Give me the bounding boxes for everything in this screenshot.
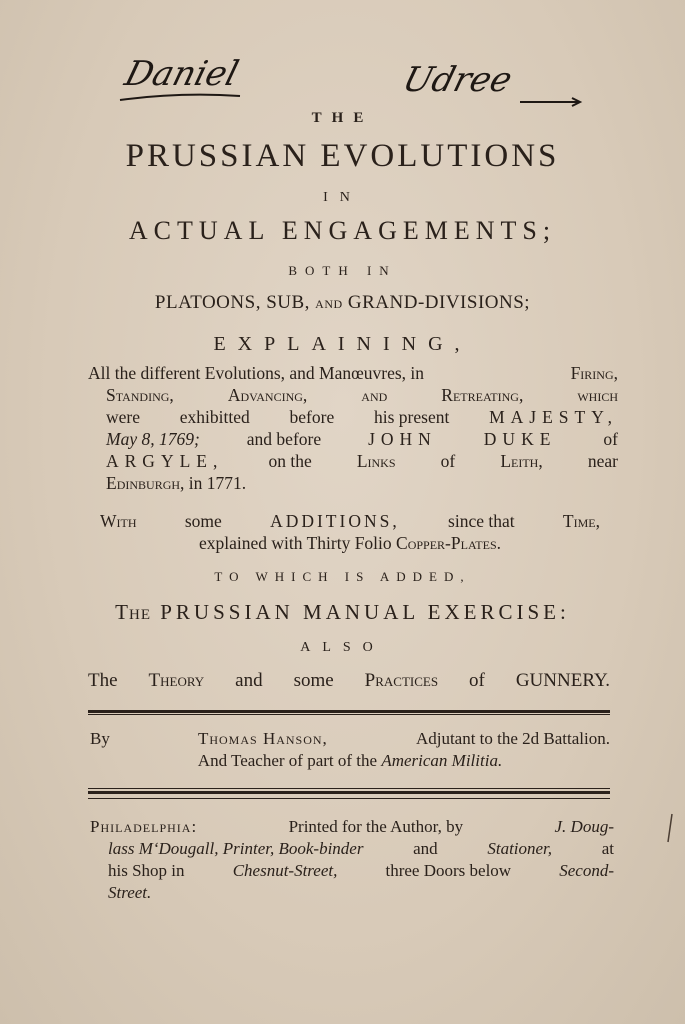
also: ALSO (300, 640, 385, 655)
rule-bottom-thin2 (88, 798, 610, 799)
text-span: ARGYLE, (106, 451, 224, 471)
platoons-text-b: GRAND-DIVISIONS; (347, 292, 531, 313)
text-span: Time, (562, 511, 600, 531)
description-line (88, 428, 618, 450)
title-the: THE (311, 110, 374, 126)
manual-exercise-line (0, 600, 685, 625)
additions-paragraph (100, 510, 600, 554)
author-line (90, 728, 610, 750)
author-block (90, 728, 610, 772)
text-span: Advancing, (227, 385, 308, 405)
description-line (88, 450, 618, 472)
text-span: of (469, 670, 485, 691)
text-span: and (413, 839, 438, 858)
signature-last-name: Udree (398, 60, 517, 100)
description-line (88, 406, 618, 428)
text-span: J. Doug- (554, 817, 614, 836)
description-line (88, 362, 618, 384)
text-span: Second- (559, 861, 614, 880)
text-span: Links (356, 451, 396, 471)
imprint-line (90, 860, 614, 882)
author-line (90, 750, 610, 772)
text-span: Philadelphia: (90, 817, 198, 836)
signature-first-name: Daniel (120, 54, 243, 94)
text-span: and before (246, 429, 322, 449)
to-which-is-added: TO WHICH IS ADDED, (214, 569, 471, 584)
imprint-line (90, 816, 614, 838)
description-paragraph (88, 362, 618, 494)
imprint-block (90, 816, 614, 904)
platoons-line (0, 292, 685, 314)
text-span: some (184, 511, 222, 531)
margin-mark (664, 812, 676, 844)
text-span: Printed for the Author, by (288, 817, 464, 836)
text-span: GUNNERY. (515, 670, 610, 691)
text-span: exhibitted (179, 407, 250, 427)
manual-the: The (115, 600, 151, 624)
text-span: MAJESTY, (489, 407, 618, 427)
text-span: By (90, 729, 110, 748)
manual-text: PRUSSIAN MANUAL EXERCISE: (160, 600, 570, 624)
text-span: lass M‘Dougall, Printer, Book-binder (108, 839, 364, 858)
both-in: BOTH IN (288, 263, 397, 278)
text-span: on the (268, 451, 312, 471)
text-span: and (235, 670, 263, 691)
platoons-text-a: PLATOONS, SUB, (154, 292, 310, 313)
additions-line (100, 510, 600, 532)
theory-line (88, 670, 610, 692)
text-span: since that (448, 511, 515, 531)
text-span: his present (374, 407, 450, 427)
text-span: DUKE (483, 429, 557, 449)
text-span: before (289, 407, 335, 427)
explaining: EXPLAINING, (213, 333, 472, 355)
text-span: Theory (148, 670, 205, 691)
platoons-and: and (315, 293, 343, 312)
rule-bottom-thin (88, 788, 610, 789)
text-span: Stationer, (487, 839, 553, 858)
main-title: PRUSSIAN EVOLUTIONS (125, 138, 560, 174)
text-span: of (603, 429, 618, 449)
text-span: were (106, 407, 141, 427)
text-span: Thomas Hanson, (197, 729, 328, 748)
text-span: at (601, 839, 614, 858)
subtitle: ACTUAL ENGAGEMENTS; (128, 216, 557, 245)
text-span: JOHN (368, 429, 437, 449)
text-span: Edinburgh, (106, 473, 185, 493)
imprint-line-last: Street. (108, 883, 152, 902)
text-span: Retreating, (441, 385, 524, 405)
text-span: his Shop in (108, 861, 185, 880)
text-span: Copper-Plates. (396, 533, 501, 553)
text-span: American Militia. (381, 751, 503, 770)
rule-top-thin (88, 714, 610, 715)
description-line (88, 472, 618, 494)
rule-top (88, 710, 610, 713)
text-span: ADDITIONS, (270, 511, 400, 531)
text-span: which (577, 385, 618, 405)
text-span: some (293, 670, 334, 691)
text-span: near (587, 451, 618, 471)
text-span: Firing, (570, 363, 618, 383)
title-in: IN (323, 190, 362, 205)
text-span: May 8, 1769; (106, 429, 200, 449)
text-span: Standing, (106, 385, 174, 405)
text-span: The (88, 670, 118, 691)
text-span: Leith, (500, 451, 543, 471)
text-span: Adjutant to the 2d Battalion. (415, 729, 610, 748)
text-span: in 1771. (188, 473, 247, 493)
text-span: And Teacher of part of the (197, 751, 378, 770)
text-span: and (361, 385, 388, 405)
text-span: Practices (364, 670, 439, 691)
description-line (88, 384, 618, 406)
text-span: Chesnut-Street, (232, 861, 338, 880)
text-span: With (100, 511, 137, 531)
text-span: All the different Evolutions, and Manœuvres, in (88, 363, 425, 383)
text-span: explained with Thirty Folio (199, 533, 392, 553)
imprint-line (90, 838, 614, 860)
additions-line (100, 532, 600, 554)
rule-bottom (88, 791, 610, 794)
text-span: three Doors below (385, 861, 512, 880)
text-span: of (440, 451, 456, 471)
